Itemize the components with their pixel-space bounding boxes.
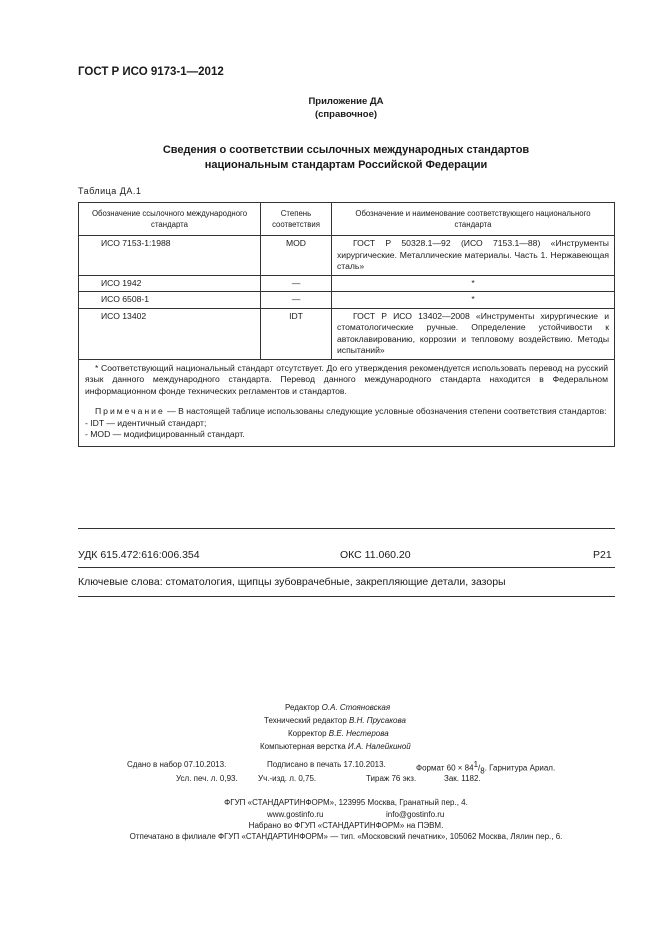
divider-bottom xyxy=(78,596,615,597)
cell-ref: ИСО 13402 xyxy=(79,308,261,359)
divider-top xyxy=(78,528,615,529)
standards-table xyxy=(78,202,615,447)
format-prefix: Формат 60 × 84 xyxy=(416,763,474,773)
footnote-text: * Соответствующий национальный стандарт отсутствует. До его утверждения рекомендуется использовать перевод на русский язык данного международного стандарта. Перевод данного международного стандарта находится в Федеральном информационном фонде технических регламентов и стандартов. xyxy=(85,362,608,396)
table-footnote-row xyxy=(79,359,615,446)
print-sheets: Усл. печ. л. 0,93. xyxy=(176,774,238,783)
table-row xyxy=(79,292,615,309)
header-degree: Степень соответствия xyxy=(261,203,332,236)
print-format: Формат $60 \times 84^1/_8$. Гарнитура Ариал. xyxy=(416,760,556,776)
table-header-row xyxy=(79,203,615,236)
table-row xyxy=(79,308,615,359)
oks-code: ОКС 11.060.20 xyxy=(340,549,411,561)
keywords: Ключевые слова: стоматология, щипцы зубоврачебные, закрепляющие детали, зазоры xyxy=(78,576,506,588)
note-idt: - IDT — идентичный стандарт; xyxy=(85,417,207,428)
section-title-line2: национальным стандартам Российской Федерации xyxy=(204,159,488,171)
typeface: . Гарнитура Ариал. xyxy=(484,763,556,773)
print-order: Зак. 1182. xyxy=(444,774,481,783)
table-footnote xyxy=(79,359,615,446)
print-pub-sheets: Уч.-изд. л. 0,75. xyxy=(258,774,317,783)
editor-label: Редактор xyxy=(285,703,320,712)
group-code: Р21 xyxy=(593,549,612,561)
table-row xyxy=(79,236,615,276)
note-body: — В настоящей таблице использованы следующие условные обозначения степени соответствия стандартов: xyxy=(164,406,607,416)
editor-name: О.А. Стояновская xyxy=(321,703,391,712)
cell-ref: ИСО 6508-1 xyxy=(79,292,261,309)
note-label: Примечание xyxy=(95,406,165,416)
staff-editor xyxy=(285,701,390,714)
cell-national: ГОСТ Р 50328.1—92 (ИСО 7153.1—88) «Инструменты хирургические. Металлические материалы. Часть 1. Нержавеющая сталь» xyxy=(332,236,615,276)
staff-corrector xyxy=(288,727,389,740)
cell-ref: ИСО 1942 xyxy=(79,275,261,292)
header-national-standard: Обозначение и наименование соответствующего национального стандарта xyxy=(332,203,615,236)
print-signed: Подписано в печать 17.10.2013. xyxy=(267,760,386,769)
staff-tech-editor xyxy=(264,714,406,727)
document-code: ГОСТ Р ИСО 9173-1—2012 xyxy=(78,66,224,78)
cell-national: ГОСТ Р ИСО 13402—2008 «Инструменты хирургические и стоматологические ручные. Определение устойчивости к автоклавированию, коррозии и тепловому воздействию. Методы испытаний» xyxy=(332,308,615,359)
tech-editor-name: В.Н. Прусакова xyxy=(349,716,406,725)
annex-subtitle: (справочное) xyxy=(314,109,378,120)
publisher-printed: Отпечатано в филиале ФГУП «СТАНДАРТИНФОРМ» — тип. «Московский печатник», 105062 Москва, Лялин пер., 6. xyxy=(129,832,563,841)
corrector-name: В.Е. Нестерова xyxy=(328,729,389,738)
header-ref-standard: Обозначение ссылочного международного стандарта xyxy=(79,203,261,236)
layout-label: Компьютерная верстка xyxy=(260,742,346,751)
note-text xyxy=(85,406,608,418)
corrector-label: Корректор xyxy=(288,729,327,738)
cell-degree: — xyxy=(261,275,332,292)
publisher-email[interactable]: info@gostinfo.ru xyxy=(386,810,445,819)
layout-name: И.А. Налейкиной xyxy=(347,742,411,751)
format-den: 8 xyxy=(480,766,485,776)
print-submitted: Сдано в набор 07.10.2013. xyxy=(127,760,227,769)
cell-ref: ИСО 7153-1:1988 xyxy=(79,236,261,276)
cell-national: * xyxy=(332,275,615,292)
format-num: 1 xyxy=(473,760,479,769)
print-run: Тираж 76 экз. xyxy=(366,774,417,783)
cell-degree: IDT xyxy=(261,308,332,359)
note-mod: - MOD — модифицированный стандарт. xyxy=(85,429,245,439)
cell-national: * xyxy=(332,292,615,309)
staff-layout xyxy=(260,740,411,753)
table-row xyxy=(79,275,615,292)
publisher-typeset: Набрано во ФГУП «СТАНДАРТИНФОРМ» на ПЭВМ. xyxy=(248,821,444,830)
tech-editor-label: Технический редактор xyxy=(264,716,347,725)
annex-title: Приложение ДА xyxy=(308,96,384,107)
publisher-address: ФГУП «СТАНДАРТИНФОРМ», 123995 Москва, Гранатный пер., 4. xyxy=(224,798,468,807)
publisher-site[interactable]: www.gostinfo.ru xyxy=(267,810,324,819)
divider-middle xyxy=(78,567,615,568)
cell-degree: MOD xyxy=(261,236,332,276)
cell-degree: — xyxy=(261,292,332,309)
section-title-line1: Сведения о соответствии ссылочных международных стандартов xyxy=(162,144,530,156)
table-caption: Таблица ДА.1 xyxy=(78,186,142,196)
udk-code: УДК 615.472:616:006.354 xyxy=(78,549,200,561)
